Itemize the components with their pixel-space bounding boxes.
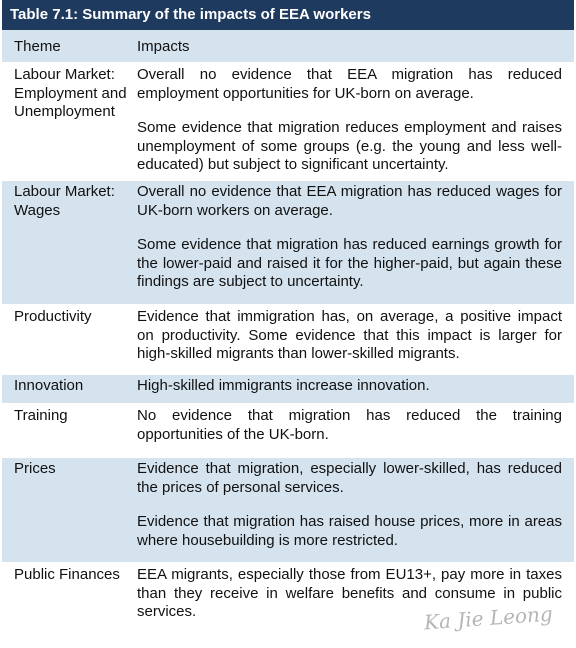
theme-cell: Training [14, 407, 68, 424]
impact-text: Evidence that immigration has, on average, a positive impact on productivity. Some evidence that this impact is larger for high-skilled migrants than lower-skilled migrants. [137, 308, 562, 362]
impact-text: EEA migrants, especially those from EU13+, pay more in taxes than they receive in welfare benefits and consume in public services. [137, 566, 562, 620]
table-row [2, 405, 574, 458]
theme-cell: Productivity [14, 308, 92, 325]
theme-cell: Prices [14, 460, 56, 477]
impact-text: High-skilled immigrants increase innovation. [137, 377, 430, 394]
impacts-cell [137, 458, 574, 562]
impact-text: Overall no evidence that EEA migration has reduced wages for UK-born workers on average. [137, 183, 562, 219]
impact-text: Evidence that migration has raised house prices, more in areas where housebuilding is more restricted. [137, 513, 562, 549]
table-row [2, 458, 574, 564]
impacts-cell [137, 375, 574, 403]
impacts-cell [137, 405, 574, 456]
impact-text: Overall no evidence that EEA migration has reduced employment opportunities for UK-born on average. [137, 66, 562, 102]
header-impacts: Impacts [137, 38, 190, 55]
impact-text: Some evidence that migration reduces employment and raises unemployment of some groups (e.g. the young and less well-educated) but subject to significant uncertainty. [137, 119, 562, 173]
theme-cell: Labour Market: Wages [14, 183, 115, 219]
table-title: Table 7.1: Summary of the impacts of EEA workers [2, 0, 574, 30]
table-row [2, 181, 574, 306]
impact-text: No evidence that migration has reduced the training opportunities of the UK-born. [137, 407, 562, 443]
impacts-table [2, 0, 574, 630]
impacts-cell [137, 64, 574, 179]
table-row [2, 375, 574, 405]
theme-cell: Public Finances [14, 566, 120, 583]
impacts-cell [137, 306, 574, 373]
theme-cell: Innovation [14, 377, 84, 394]
watermark-signature: Ka Jie Leong [423, 601, 554, 635]
impact-text: Evidence that migration, especially lower-skilled, has reduced the prices of personal services. [137, 460, 562, 496]
header-theme: Theme [14, 38, 61, 55]
table-row [2, 306, 574, 375]
impacts-cell [137, 181, 574, 304]
impact-text: Some evidence that migration has reduced earnings growth for the lower-paid and raised it for the higher-paid, but again these findings are subject to uncertainty. [137, 236, 562, 290]
theme-cell: Labour Market: Employment and Unemployment [14, 66, 127, 120]
table-header-row [2, 30, 574, 64]
table-row [2, 64, 574, 181]
